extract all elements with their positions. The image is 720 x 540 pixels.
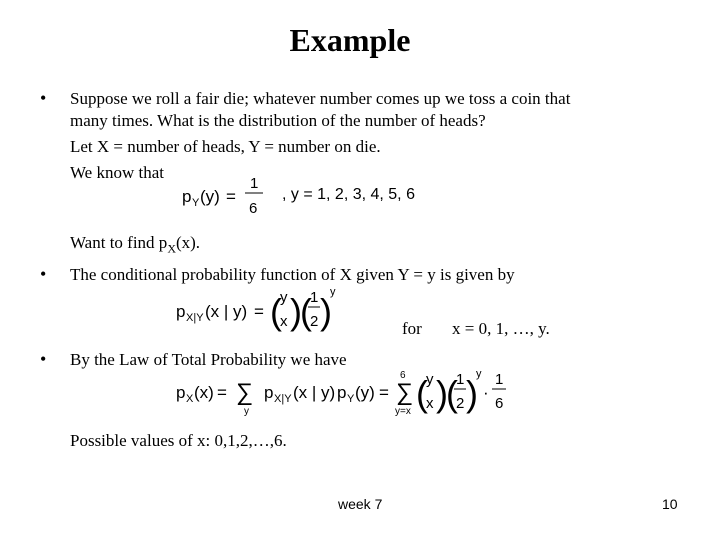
- svg-text:): ): [290, 291, 302, 332]
- svg-text:=: =: [379, 383, 389, 402]
- eq3-term1-sub: X|Y: [274, 393, 292, 405]
- eq2-half-num: 1: [310, 289, 319, 306]
- eq3-frac-den: 6: [495, 395, 504, 412]
- eq3-term2-sub: Y: [347, 393, 355, 405]
- eq3-lhs-sub: X: [186, 393, 194, 405]
- eq3-arg: (x): [194, 383, 214, 402]
- eq3-sum2-sub: y=x: [395, 406, 411, 417]
- svg-text:=: =: [226, 187, 236, 206]
- svg-text:(: (: [446, 373, 458, 414]
- eq3-sum2-top: 6: [400, 370, 406, 381]
- bullet-1-line-1: Suppose we roll a fair die; whatever number comes up we toss a coin that: [70, 89, 571, 108]
- svg-text:): ): [436, 373, 448, 414]
- eq3-term2-arg: (y): [355, 383, 375, 402]
- eq3-binom-bottom: x: [426, 395, 434, 412]
- eq2-lhs-sub: X|Y: [186, 312, 204, 324]
- bullet-3-line-1: By the Law of Total Probability we have: [70, 350, 347, 369]
- possible-values-line: Possible values of x: 0,1,2,…,6.: [70, 431, 287, 450]
- eq1-denominator: 6: [249, 200, 258, 217]
- svg-text:(: (: [416, 373, 428, 414]
- svg-text:): ): [320, 291, 332, 332]
- eq2-binom-bottom: x: [280, 313, 288, 330]
- svg-text:=: =: [217, 383, 227, 402]
- equation-conditional-pmf: [172, 284, 342, 338]
- eq3-exponent: y: [476, 368, 482, 380]
- eq3-half-num: 1: [456, 371, 465, 388]
- equation-total-probability: [172, 366, 512, 420]
- sum-icon: ∑: [236, 379, 254, 406]
- want-to-find-line: Want to find $p_X(x)$.: [70, 233, 201, 256]
- bullet-marker-1: •: [40, 88, 47, 108]
- conditional-range: x = 0, 1, …, y.: [452, 319, 550, 338]
- eq2-half-den: 2: [310, 313, 319, 330]
- eq1-range: , y = 1, 2, 3, 4, 5, 6: [282, 186, 415, 203]
- svg-text:=: =: [254, 302, 264, 321]
- eq1-arg: (y): [200, 187, 220, 206]
- eq3-term1: p: [264, 383, 274, 402]
- eq3-frac-num: 1: [495, 371, 504, 388]
- bullet-1-line-2: many times. What is the distribution of the number of heads?: [70, 111, 486, 130]
- svg-text:(: (: [270, 291, 282, 332]
- sum-icon-2: ∑: [396, 379, 414, 406]
- eq3-term2: p: [337, 383, 347, 402]
- eq1-lhs-sub: Y: [192, 197, 200, 209]
- svg-text:(: (: [300, 291, 312, 332]
- bullet-1-line-4: We know that: [70, 163, 164, 182]
- for-label: for: [402, 319, 422, 338]
- eq3-term1-arg: (x | y): [293, 383, 336, 402]
- slide-title: Example: [289, 22, 411, 58]
- svg-text:): ): [466, 373, 478, 414]
- eq2-lhs: p: [176, 302, 186, 321]
- eq2-arg: (x | y): [205, 302, 248, 321]
- footer-week: week 7: [338, 496, 383, 512]
- eq3-sum-sub: y: [244, 406, 249, 417]
- eq1-numerator: 1: [250, 175, 259, 192]
- eq3-dot: ·: [483, 383, 489, 402]
- equation-pmf-y: [178, 168, 428, 220]
- eq2-binom-top: y: [280, 289, 288, 306]
- eq3-half-den: 2: [456, 395, 465, 412]
- bullet-marker-2: •: [40, 264, 47, 284]
- bullet-2-line-1: The conditional probability function of X given Y = y is given by: [70, 265, 515, 284]
- eq2-exponent: y: [330, 286, 336, 298]
- eq3-lhs: p: [176, 383, 186, 402]
- eq1-lhs: p: [182, 187, 192, 206]
- eq3-binom-top: y: [426, 371, 434, 388]
- bullet-1-line-3: Let X = number of heads, Y = number on die.: [70, 137, 381, 156]
- page-number: 10: [662, 496, 678, 512]
- bullet-marker-3: •: [40, 349, 47, 369]
